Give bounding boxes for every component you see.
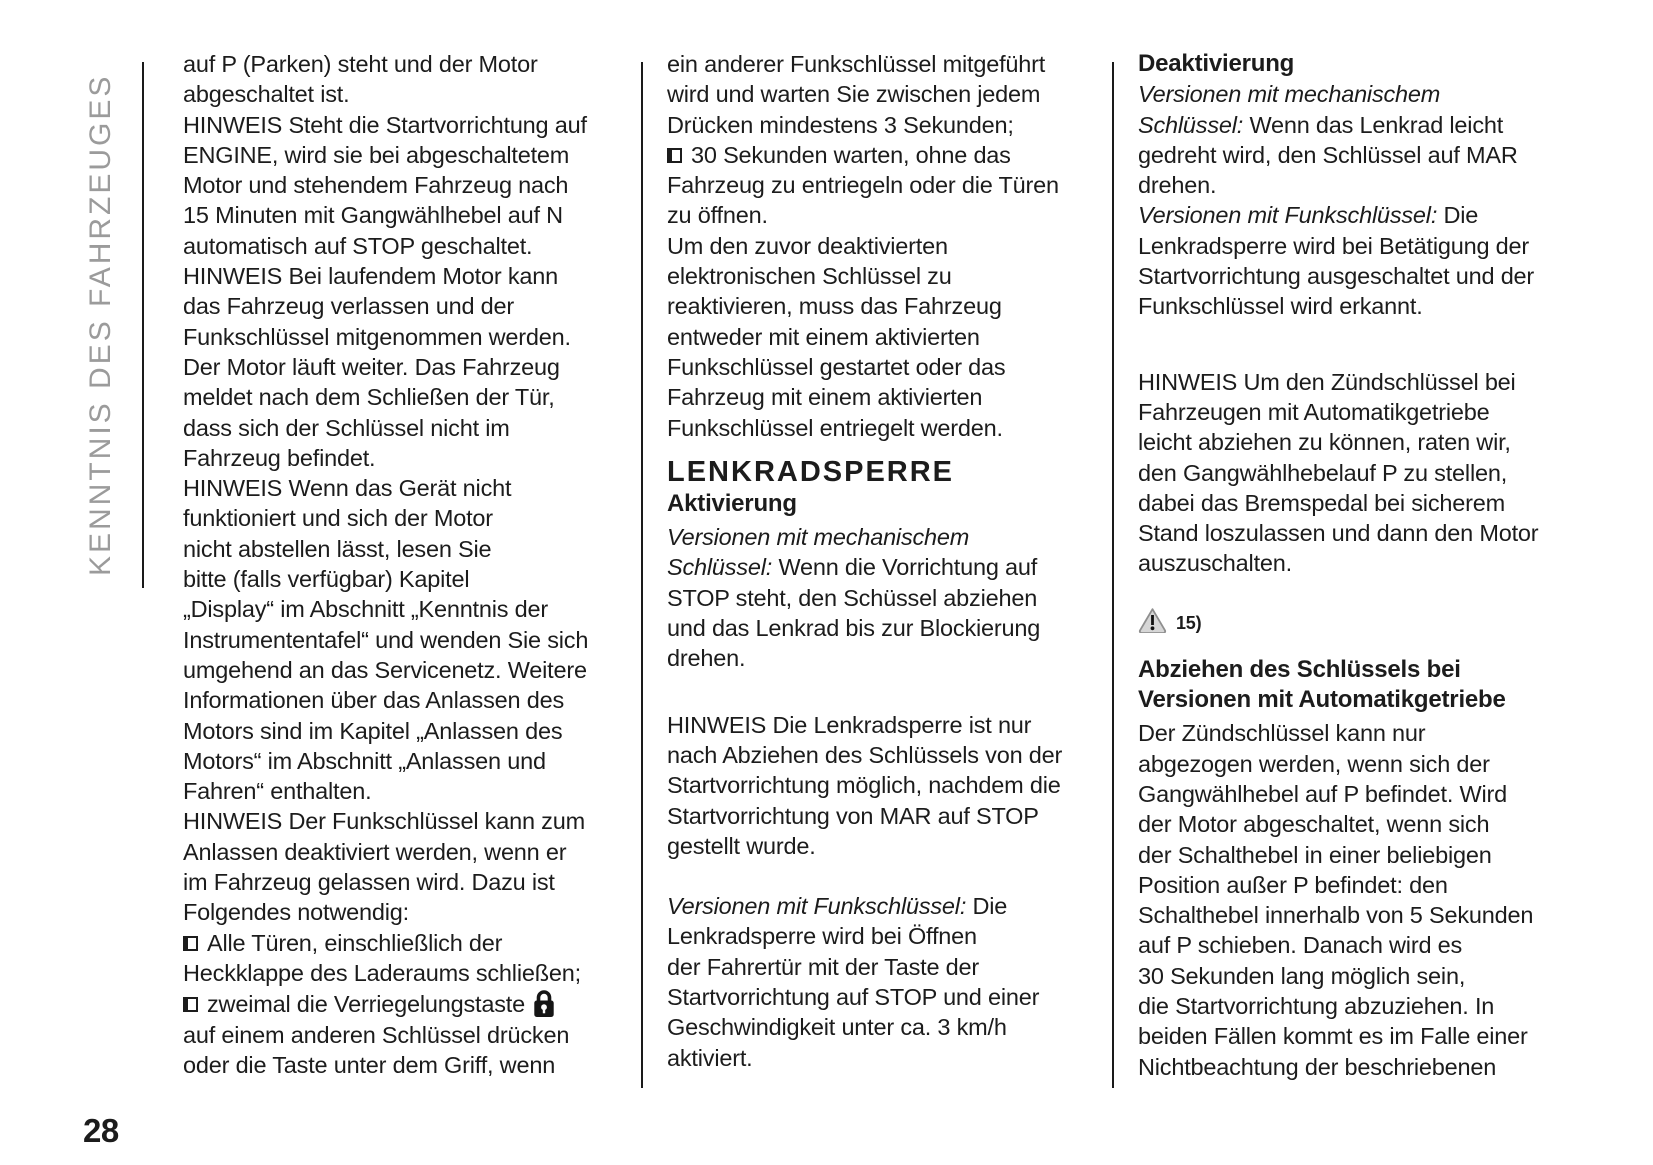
text-line: dass sich der Schlüssel nicht im [183, 414, 510, 441]
text-line: Position außer P befindet: den [1138, 871, 1448, 898]
text-line: Stand loszulassen und dann den Motor [1138, 520, 1539, 547]
text-line: elektronischen Schlüssel zu [667, 263, 952, 290]
text-run: Die [966, 893, 1008, 920]
text-line: Fahrzeug mit einem aktivierten [667, 384, 983, 411]
text-line: Lenkradsperre wird bei Öffnen [667, 923, 977, 950]
text-line: Um den zuvor deaktivierten [667, 232, 948, 259]
text-line [667, 891, 1122, 921]
text-line [183, 988, 638, 1019]
paragraph [183, 49, 638, 1080]
italic-text-run: Versionen mit mechanischem [1138, 81, 1441, 108]
text-line: Abziehen des Schlüssels bei [1138, 655, 1461, 683]
text-line: Versionen mit Automatikgetriebe [1138, 686, 1506, 714]
text-line: 30 Sekunden lang möglich sein, [1138, 962, 1466, 989]
text-line: gestellt wurde. [667, 832, 816, 859]
column-1 [183, 49, 638, 1080]
text-line: auf einem anderen Schlüssel drücken [183, 1021, 570, 1048]
text-line: aktiviert. [667, 1044, 753, 1071]
paragraph [667, 710, 1122, 861]
italic-text-run: Schlüssel: [1138, 111, 1244, 138]
text-line: der Motor abgeschaltet, wenn sich [1138, 811, 1490, 838]
warning-triangle-icon [1138, 607, 1167, 633]
text-line: der Fahrertür mit der Taste der [667, 953, 980, 980]
text-line: auf P (Parken) steht und der Motor [183, 51, 538, 77]
paragraph [1138, 718, 1593, 1082]
text-line: das Fahrzeug verlassen und der [183, 293, 515, 320]
text-line: Motors sind im Kapitel „Anlassen des [183, 717, 563, 744]
sub-heading [667, 489, 1122, 519]
text-line: Motor und stehendem Fahrzeug nach [183, 172, 569, 199]
text-line: Funkschlüssel mitgenommen werden. [183, 323, 571, 350]
text-line: leicht abziehen zu können, raten wir, [1138, 429, 1511, 456]
square-bullet-icon [667, 148, 682, 163]
text-line: Drücken mindestens 3 Sekunden; [667, 111, 1014, 138]
paragraph [667, 522, 1122, 673]
lock-icon [533, 988, 555, 1018]
text-line: funktioniert und sich der Motor [183, 505, 493, 532]
text-line [1138, 200, 1593, 230]
text-line: Funkschlüssel wird erkannt. [1138, 293, 1423, 320]
text-line: Funkschlüssel entriegelt werden. [667, 414, 1003, 441]
text-line [183, 928, 638, 958]
text-line: abgezogen werden, wenn sich der [1138, 750, 1490, 777]
column-divider [641, 62, 643, 1088]
text-line: Motors“ im Abschnitt „Anlassen und [183, 747, 546, 774]
text-line: drehen. [1138, 172, 1217, 199]
text-run: Wenn die Vorrichtung auf [772, 554, 1038, 581]
paragraph [667, 49, 1122, 443]
text-line: Startvorrichtung auf STOP und einer [667, 984, 1040, 1011]
text-line: beiden Fällen kommt es im Falle einer [1138, 1023, 1528, 1050]
text-line: Startvorrichtung möglich, nachdem die [667, 772, 1061, 799]
text-line: automatisch auf STOP geschaltet. [183, 232, 533, 259]
text-run: zweimal die Verriegelungstaste [207, 991, 532, 1018]
text-line: Folgendes notwendig: [183, 899, 409, 926]
square-bullet-icon [183, 997, 198, 1012]
chapter-sidebar-title: KENNTNIS DES FAHRZEUGES [84, 73, 117, 577]
text-line: ENGINE, wird sie bei abgeschaltetem [183, 141, 570, 168]
text-line [667, 552, 1122, 582]
paragraph [1138, 79, 1593, 321]
text-line: auf P schieben. Danach wird es [1138, 932, 1463, 959]
text-line: nicht abstellen lässt, lesen Sie [183, 535, 492, 562]
text-line: Startvorrichtung von MAR auf STOP [667, 802, 1039, 829]
text-line: Der Zündschlüssel kann nur [1138, 720, 1426, 747]
paragraph [667, 891, 1122, 1073]
sub-heading [1138, 655, 1593, 716]
text-line [667, 522, 1122, 552]
text-line: 15 Minuten mit Gangwählhebel auf N [183, 202, 563, 229]
text-line: umgehend an das Servicenetz. Weitere [183, 656, 587, 683]
text-line: HINWEIS Der Funkschlüssel kann zum [183, 808, 585, 835]
text-line: der Schalthebel in einer beliebigen [1138, 841, 1492, 868]
italic-text-run: Versionen mit Funkschlüssel: [1138, 202, 1438, 229]
text-line: Deaktivierung [1138, 50, 1295, 77]
text-line: Funkschlüssel gestartet oder das [667, 353, 1006, 380]
text-line: Anlassen deaktiviert werden, wenn er [183, 838, 567, 865]
text-line: HINWEIS Bei laufendem Motor kann [183, 263, 558, 290]
italic-text-run: Versionen mit Funkschlüssel: [667, 893, 967, 920]
text-line: entweder mit einem aktivierten [667, 323, 980, 350]
text-line: reaktivieren, muss das Fahrzeug [667, 293, 1002, 320]
text-line: HINWEIS Um den Zündschlüssel bei [1138, 368, 1516, 395]
note-row [1138, 603, 1593, 633]
note-reference: 15) [1176, 612, 1202, 633]
text-line: Startvorrichtung ausgeschaltet und der [1138, 263, 1535, 290]
column-3 [1138, 49, 1593, 1082]
text-line: Schalthebel innerhalb von 5 Sekunden [1138, 902, 1534, 929]
text-line: Geschwindigkeit unter ca. 3 km/h [667, 1014, 1007, 1041]
text-line: die Startvorrichtung abzuziehen. In [1138, 993, 1495, 1020]
text-line: HINWEIS Wenn das Gerät nicht [183, 475, 512, 502]
text-run: Alle Türen, einschließlich der [207, 929, 503, 956]
text-line: wird und warten Sie zwischen jedem [667, 81, 1041, 108]
text-line: dabei das Bremspedal bei sicherem [1138, 489, 1505, 516]
text-line: Der Motor läuft weiter. Das Fahrzeug [183, 353, 560, 380]
text-line: gedreht wird, den Schlüssel auf MAR [1138, 141, 1518, 168]
text-line [1138, 110, 1593, 140]
text-line: auszuschalten. [1138, 550, 1292, 577]
text-line: oder die Taste unter dem Griff, wenn [183, 1051, 556, 1078]
text-line: meldet nach dem Schließen der Tür, [183, 384, 555, 411]
text-line: bitte (falls verfügbar) Kapitel [183, 566, 470, 593]
square-bullet-icon [183, 936, 198, 951]
text-line: Aktivierung [667, 489, 797, 517]
text-line: STOP steht, den Schüssel abziehen [667, 584, 1038, 611]
text-run: Wenn das Lenkrad leicht [1243, 111, 1504, 138]
text-line: den Gangwählhebelauf P zu stellen, [1138, 459, 1508, 486]
text-line: Informationen über das Anlassen des [183, 687, 565, 714]
text-line: Heckklappe des Laderaums schließen; [183, 959, 581, 986]
text-line: Nichtbeachtung der beschriebenen [1138, 1053, 1497, 1080]
text-line: Lenkradsperre wird bei Betätigung der [1138, 232, 1530, 259]
text-line [667, 140, 1122, 170]
sub-heading [1138, 49, 1593, 79]
text-line: Fahrzeug zu entriegeln oder die Türen [667, 172, 1059, 199]
text-line: „Display“ im Abschnitt „Kenntnis der [183, 596, 549, 623]
column-2 [667, 49, 1122, 1073]
text-line: ein anderer Funkschlüssel mitgeführt [667, 51, 1046, 77]
text-run: Die [1437, 202, 1479, 229]
text-line: LENKRADSPERRE [667, 455, 955, 488]
text-line: abgeschaltet ist. [183, 81, 350, 108]
text-line: im Fahrzeug gelassen wird. Dazu ist [183, 869, 555, 896]
text-line: Instrumententafel“ und wenden Sie sich [183, 626, 589, 653]
italic-text-run: Versionen mit mechanischem [667, 524, 970, 551]
text-line: zu öffnen. [667, 202, 768, 229]
text-line: Fahrzeugen mit Automatikgetriebe [1138, 398, 1490, 425]
text-line [1138, 79, 1593, 109]
text-run: 30 Sekunden warten, ohne das [691, 141, 1011, 168]
paragraph [1138, 367, 1593, 579]
section-heading [667, 455, 1122, 489]
text-line: nach Abziehen des Schlüssels von der [667, 741, 1063, 768]
text-line: drehen. [667, 645, 746, 672]
text-line: HINWEIS Die Lenkradsperre ist nur [667, 711, 1032, 738]
text-line: Fahren“ enthalten. [183, 778, 372, 805]
text-line: Gangwählhebel auf P befindet. Wird [1138, 780, 1508, 807]
sidebar-rule [142, 62, 144, 588]
text-line: HINWEIS Steht die Startvorrichtung auf [183, 111, 587, 138]
text-line: und das Lenkrad bis zur Blockierung [667, 615, 1041, 642]
text-line: Fahrzeug befindet. [183, 444, 376, 471]
italic-text-run: Schlüssel: [667, 554, 773, 581]
page-number: 28 [83, 1112, 119, 1149]
